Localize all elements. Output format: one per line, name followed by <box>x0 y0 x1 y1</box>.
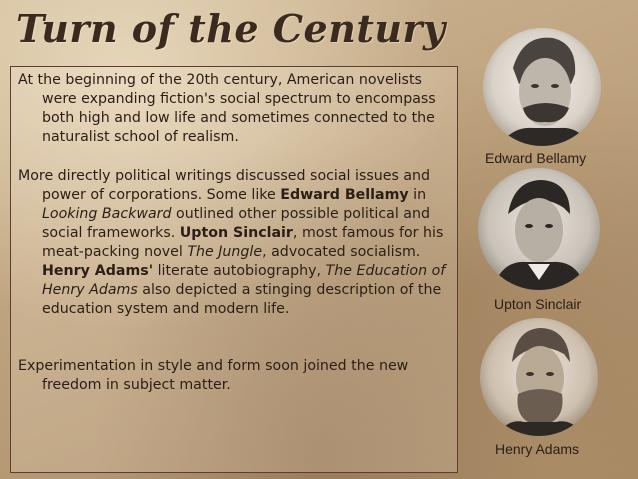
p2-edward-bellamy: Edward Bellamy <box>280 187 409 203</box>
p2-upton-sinclair: Upton Sinclair <box>179 225 293 241</box>
portrait-henry-adams <box>480 318 598 436</box>
p2-the-jungle: The Jungle <box>187 244 263 260</box>
portrait-edward-bellamy <box>483 28 601 146</box>
paragraph-1 <box>18 71 450 147</box>
paragraph-1-text: At the beginning of the 20th century, American novelists were expanding fiction's social spectrum to encompass both high and low life and sometimes connected to the naturalist school of realism. <box>18 72 436 145</box>
caption-upton-sinclair: Upton Sinclair <box>494 296 582 312</box>
paragraph-3-text: Experimentation in style and form soon joined the new freedom in subject matter. <box>18 358 409 393</box>
p2-text-e: outlined other possible political and social frameworks. <box>42 206 430 241</box>
p2-looking-backward: Looking Backward <box>42 206 172 222</box>
p2-text-m: also depicted a stinging description of the education system and modern life. <box>42 282 442 317</box>
portrait-upton-sinclair <box>478 168 600 290</box>
p2-henry-adams: Henry Adams' <box>42 263 154 279</box>
caption-edward-bellamy: Edward Bellamy <box>485 150 587 166</box>
p2-education-of-henry-adams: The Education of Henry Adams <box>42 263 446 298</box>
p2-text-a: More directly political writings discussed social issues and power of corporations. Some like <box>18 168 431 203</box>
paragraph-2 <box>18 167 450 319</box>
p2-text-g: , most famous for his meat-packing novel <box>42 225 444 260</box>
text-box <box>10 66 458 473</box>
paragraph-3 <box>18 357 450 395</box>
p2-text-c: in <box>408 187 427 203</box>
p2-text-k: literate autobiography, <box>153 263 326 279</box>
p2-text-i: , advocated socialism. <box>262 244 421 260</box>
caption-henry-adams: Henry Adams <box>495 441 580 457</box>
slide-title: Turn of the Century <box>16 6 446 51</box>
